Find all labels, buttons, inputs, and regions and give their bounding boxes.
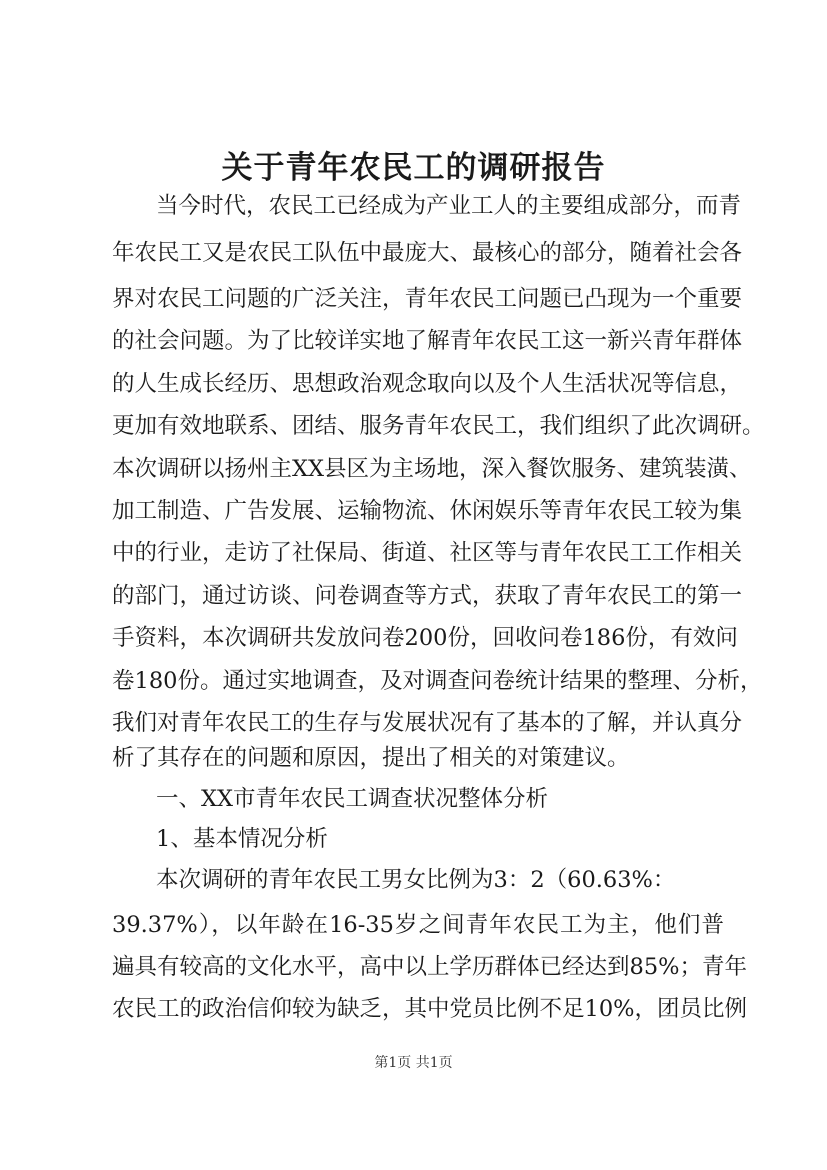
body-line: 手资料，本次调研共发放问卷200份，回收问卷186份，有效问 [112,625,738,651]
body-line: 析了其存在的问题和原因，提出了相关的对策建议。 [112,745,630,771]
body-line: 的人生成长经历、思想政治观念取向以及个人生活状况等信息， [112,371,743,397]
body-line: 的社会问题。为了比较详实地了解青年农民工这一新兴青年群体 [112,328,743,354]
page-footer: 第1页 共1页 [374,1055,453,1071]
body-line: 当今时代，农民工已经成为产业工人的主要组成部分，而青 [156,193,742,219]
section-heading: 一、XX市青年农民工调查状况整体分析 [156,786,549,812]
body-line: 遍具有较高的文化水平，高中以上学历群体已经达到85%；青年 [112,954,748,980]
body-line: 加工制造、广告发展、运输物流、休闲娱乐等青年农民工较为集 [112,498,743,524]
document-title: 关于青年农民工的调研报告 [221,150,606,186]
body-line: 更加有效地联系、团结、服务青年农民工，我们组织了此次调研。 [112,413,765,439]
body-line: 本次调研以扬州主XX县区为主场地，深入餐饮服务、建筑装潢、 [112,456,752,482]
body-line: 我们对青年农民工的生存与发展状况有了基本的了解，并认真分 [112,710,743,736]
body-line: 卷180份。通过实地调查，及对调查问卷统计结果的整理、分析， [112,668,763,694]
body-line: 的部门，通过访谈、问卷调查等方式，获取了青年农民工的第一 [112,583,743,609]
body-line: 界对农民工问题的广泛关注，青年农民工问题已凸现为一个重要 [112,286,743,312]
body-line: 农民工的政治信仰较为缺乏，其中党员比例不足10%，团员比例 [112,996,748,1022]
body-line: 中的行业，走访了社保局、街道、社区等与青年农民工工作相关 [112,540,743,566]
subsection-heading: 1、基本情况分析 [156,826,328,852]
body-line: 年农民工又是农民工队伍中最庞大、最核心的部分，随着社会各 [112,240,743,266]
body-line: 39.37%），以年龄在16-35岁之间青年农民工为主，他们普 [112,912,724,938]
body-line: 本次调研的青年农民工男女比例为3：2（60.63%： [156,867,676,893]
